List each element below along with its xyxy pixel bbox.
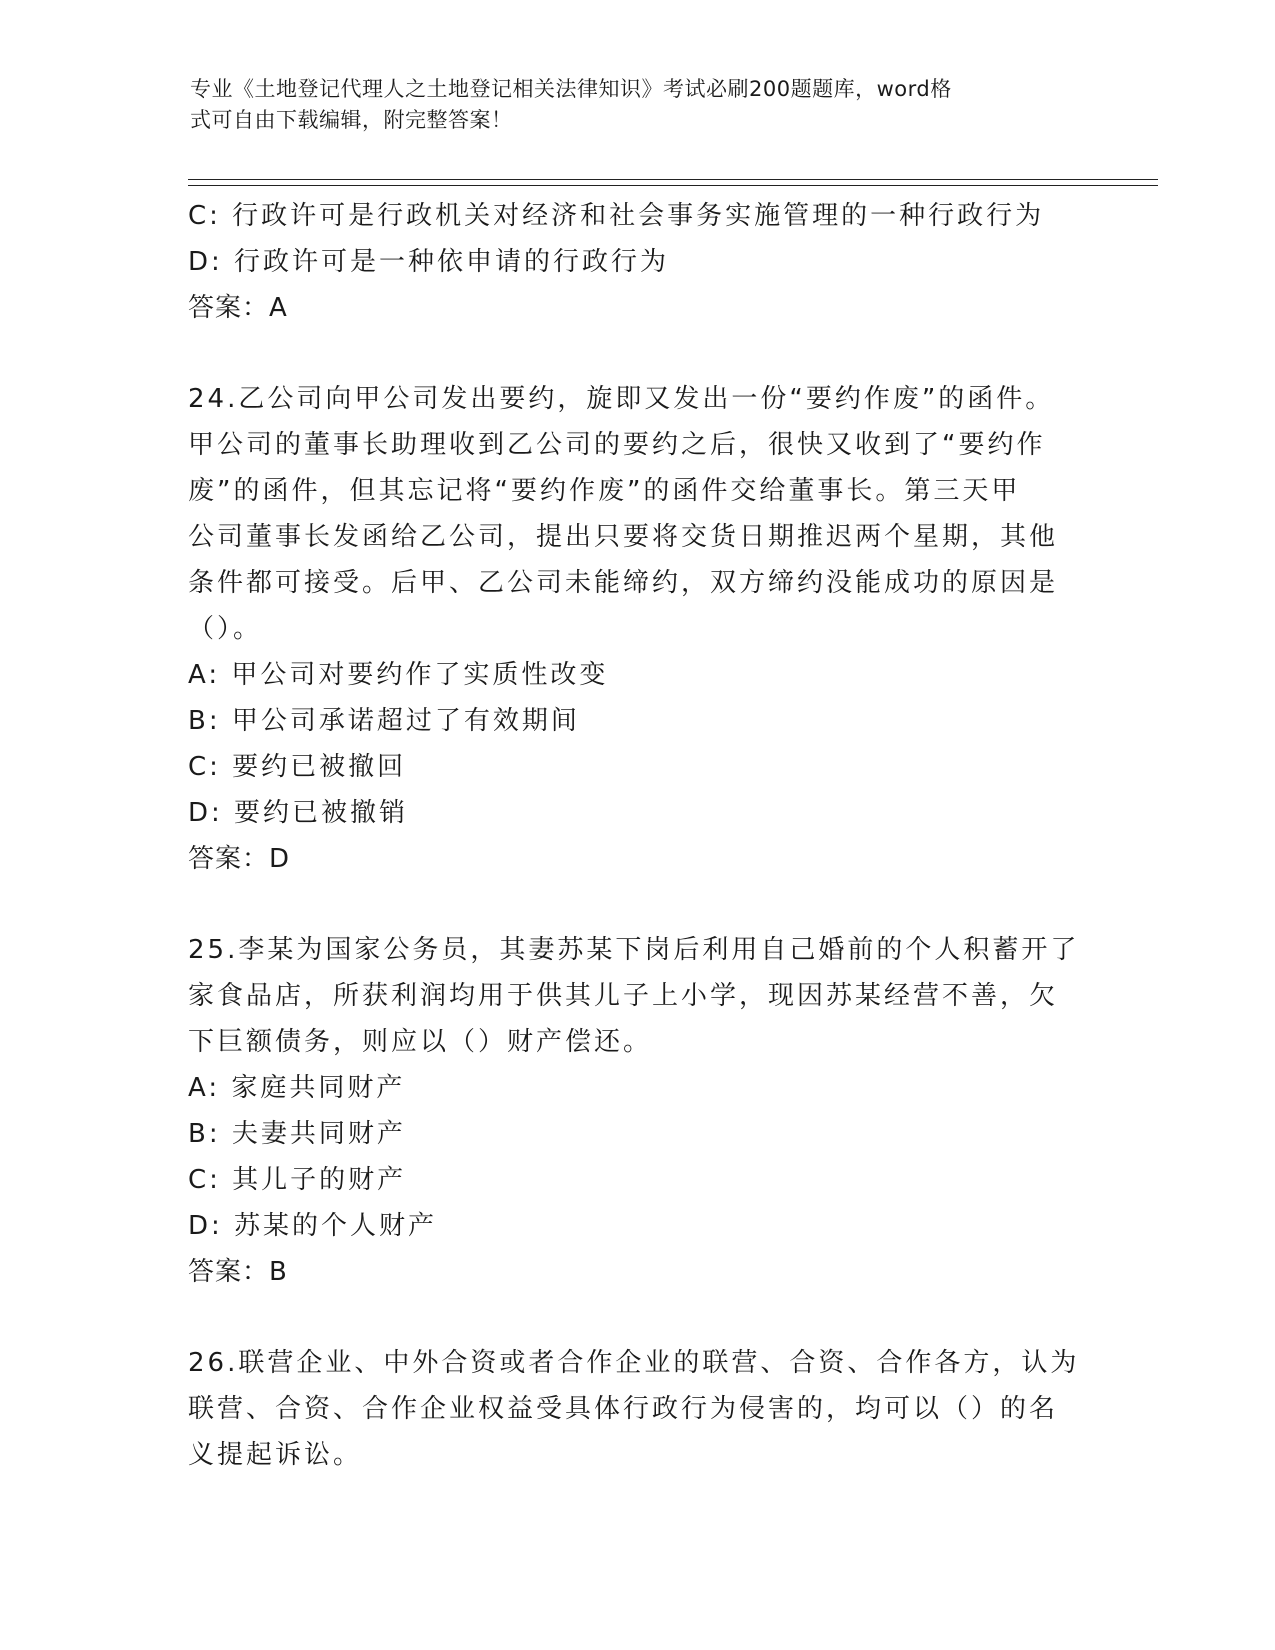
option-a: A: 家庭共同财产 bbox=[188, 1073, 406, 1103]
document-body bbox=[188, 193, 1080, 1478]
header-line-1: 专业《土地登记代理人之土地登记相关法律知识》考试必刷200题题库，word格 bbox=[190, 77, 952, 101]
option-a: A: 甲公司对要约作了实质性改变 bbox=[188, 660, 609, 690]
question-23-tail bbox=[188, 193, 1068, 331]
question-text-line: （）。 bbox=[188, 614, 263, 644]
question-text-line: 联营、合资、合作企业权益受具体行政行为侵害的，均可以（）的名 bbox=[188, 1394, 1059, 1424]
header-rule-top bbox=[188, 179, 1158, 180]
question-text-line: 甲公司的董事长助理收到乙公司的要约之后，很快又收到了“要约作 bbox=[188, 430, 1046, 460]
question-text-line: 废”的函件，但其忘记将“要约作废”的函件交给董事长。第三天甲 bbox=[188, 476, 1021, 506]
header-line-2: 式可自由下载编辑，附完整答案！ bbox=[190, 108, 513, 132]
option-c: C: 行政许可是行政机关对经济和社会事务实施管理的一种行政行为 bbox=[188, 201, 1045, 231]
question-text-line: 家食品店，所获利润均用于供其儿子上小学，现因苏某经营不善，欠 bbox=[188, 981, 1059, 1011]
option-d: D: 要约已被撤销 bbox=[188, 798, 409, 828]
question-text-line: 25.李某为国家公务员，其妻苏某下岗后利用自己婚前的个人积蓄开了 bbox=[188, 935, 1080, 965]
option-b: B: 甲公司承诺超过了有效期间 bbox=[188, 706, 580, 736]
question-24 bbox=[188, 376, 1068, 882]
header-rule-bottom bbox=[188, 185, 1158, 186]
question-text-line: 24.乙公司向甲公司发出要约，旋即又发出一份“要约作废”的函件。 bbox=[188, 384, 1055, 414]
question-text-line: 义提起诉讼。 bbox=[188, 1440, 363, 1470]
document-header bbox=[190, 74, 1070, 136]
answer: 答案：D bbox=[188, 844, 291, 874]
option-c: C: 其儿子的财产 bbox=[188, 1165, 407, 1195]
option-b: B: 夫妻共同财产 bbox=[188, 1119, 406, 1149]
question-text-line: 公司董事长发函给乙公司，提出只要将交货日期推迟两个星期，其他 bbox=[188, 522, 1059, 552]
question-25 bbox=[188, 927, 1080, 1295]
question-26 bbox=[188, 1340, 1080, 1478]
option-d: D: 行政许可是一种依申请的行政行为 bbox=[188, 247, 670, 277]
answer: 答案：B bbox=[188, 1257, 288, 1287]
option-c: C: 要约已被撤回 bbox=[188, 752, 407, 782]
option-d: D: 苏某的个人财产 bbox=[188, 1211, 438, 1241]
question-text-line: 26.联营企业、中外合资或者合作企业的联营、合资、合作各方，认为 bbox=[188, 1348, 1080, 1378]
answer: 答案：A bbox=[188, 293, 288, 323]
question-text-line: 条件都可接受。后甲、乙公司未能缔约，双方缔约没能成功的原因是 bbox=[188, 568, 1059, 598]
question-text-line: 下巨额债务，则应以（）财产偿还。 bbox=[188, 1027, 653, 1057]
